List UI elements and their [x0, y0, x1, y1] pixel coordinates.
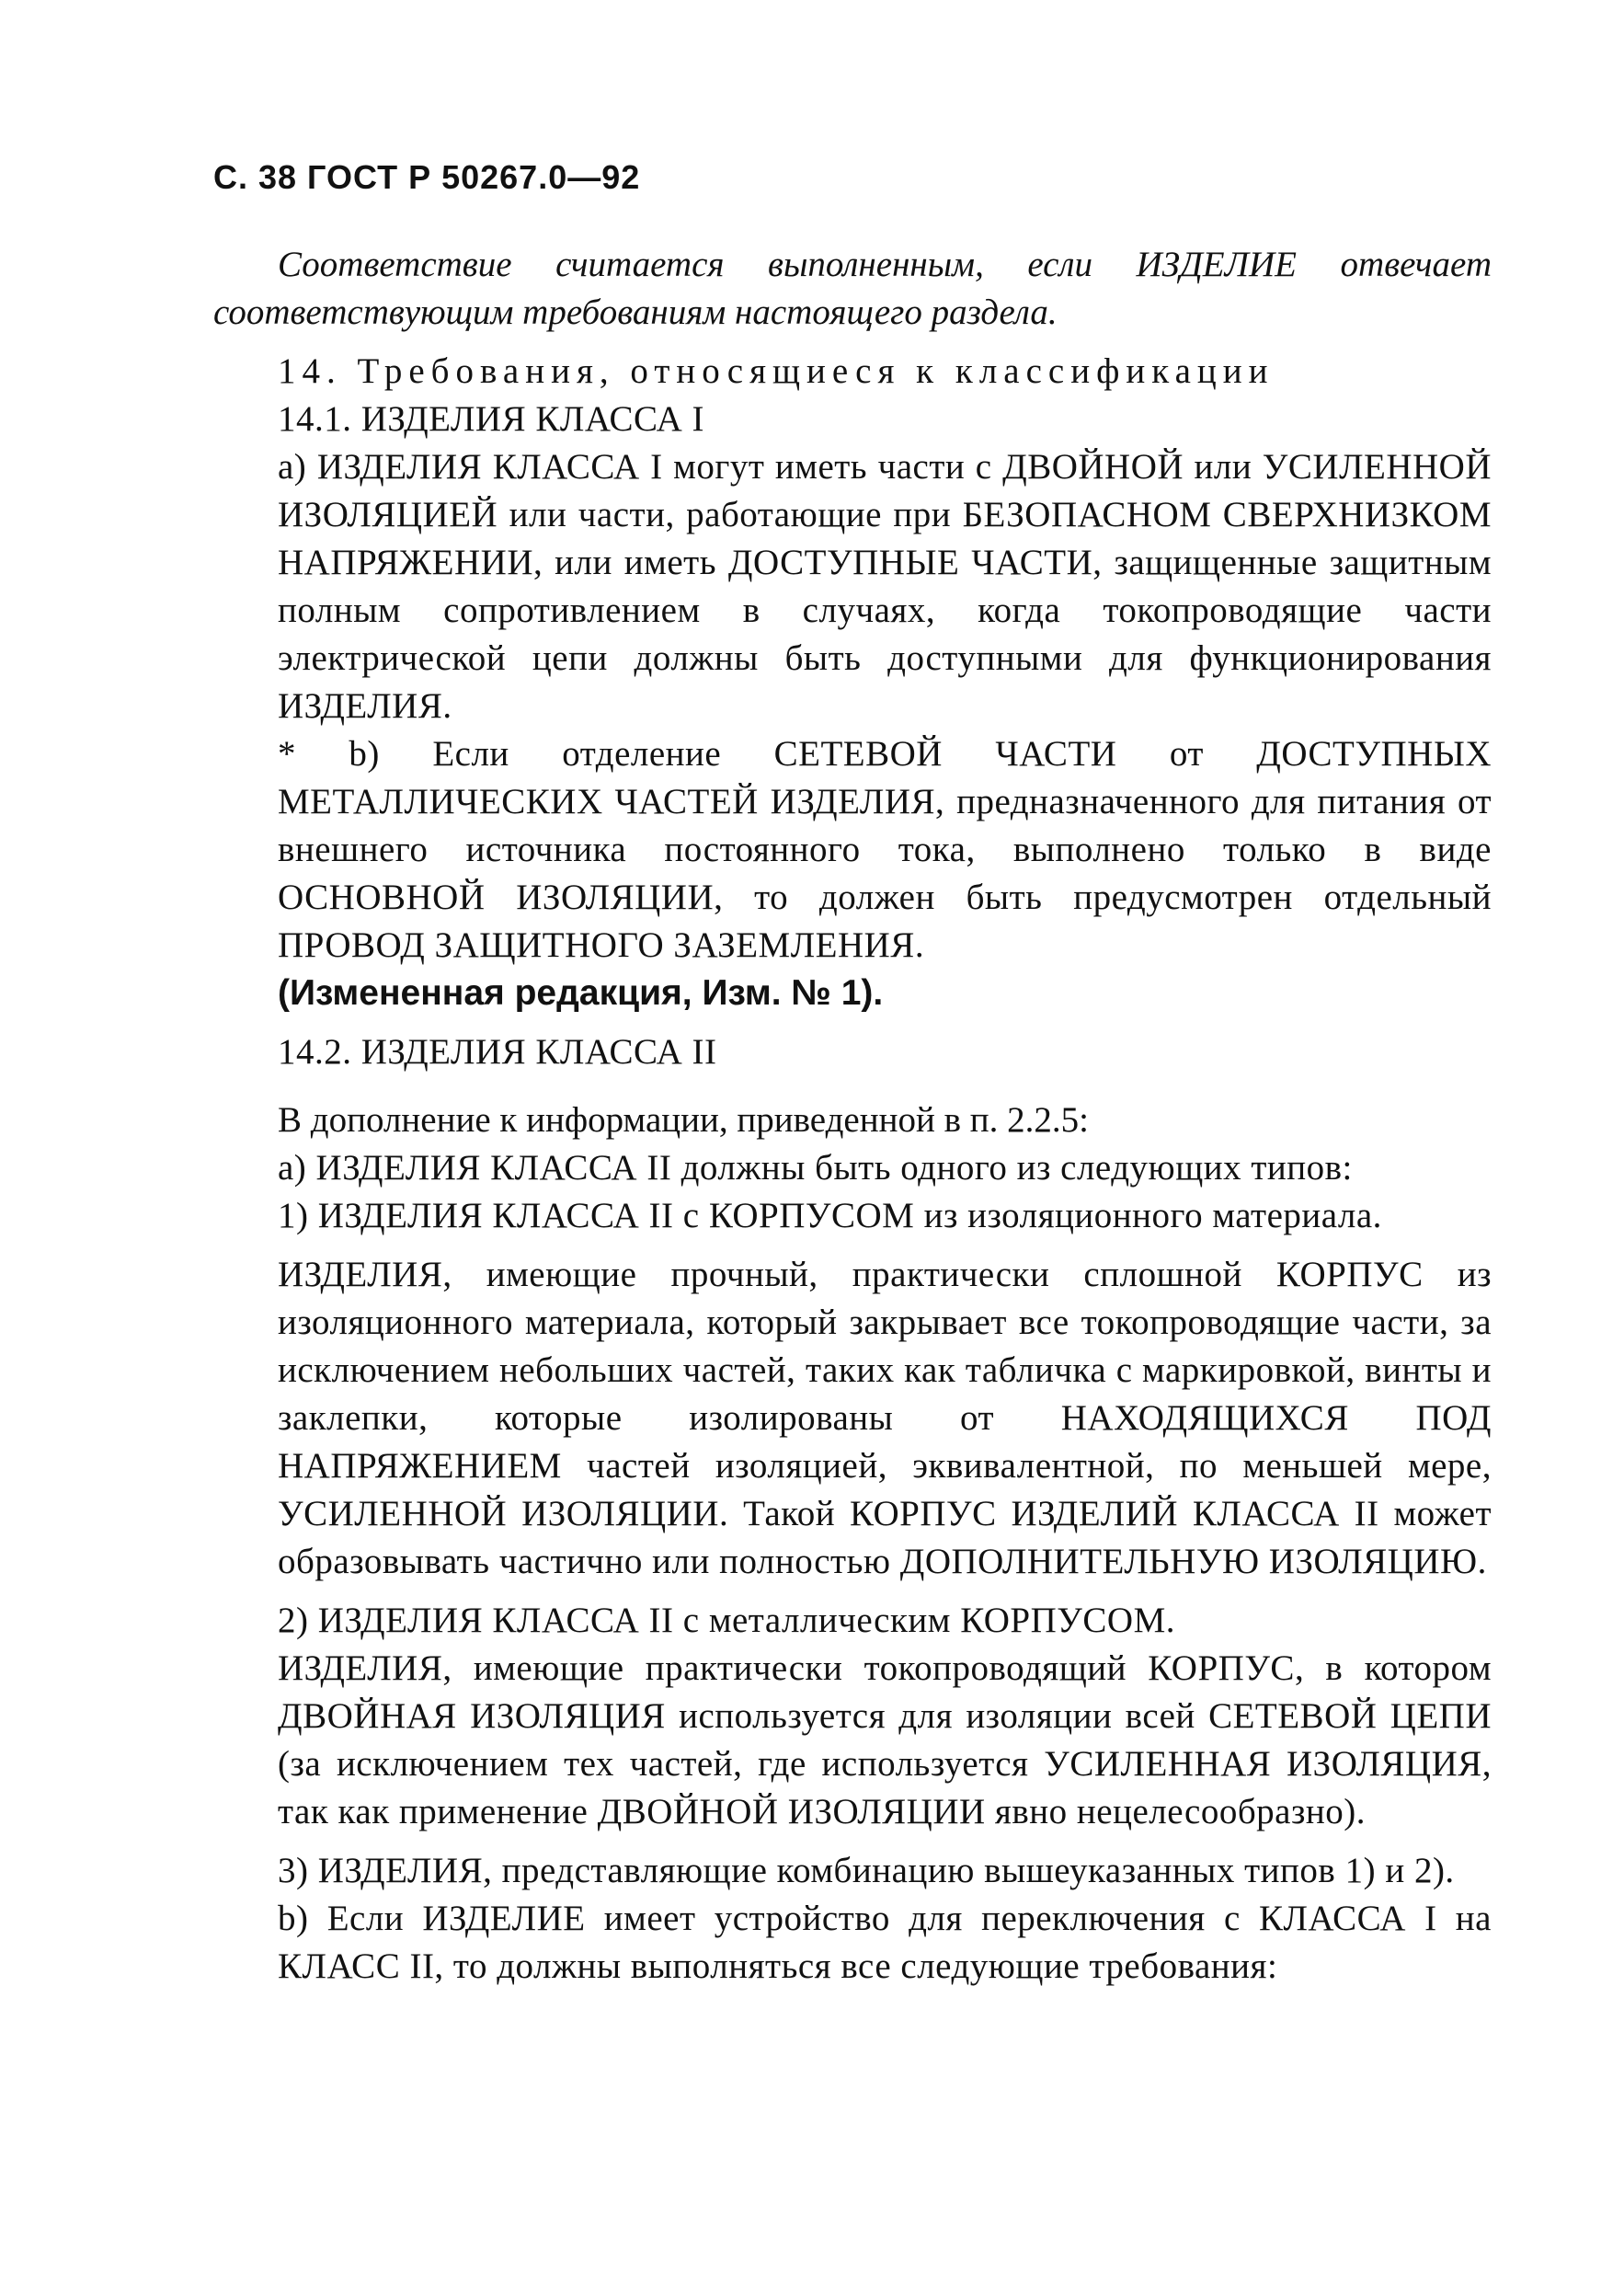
- paragraph-14-1-a: а) ИЗДЕЛИЯ КЛАССА I могут иметь части с ДВОЙНОЙ или УСИЛЕННОЙ ИЗОЛЯЦИЕЙ или части, работающие при БЕЗОПАСНОМ СВЕРХНИЗКОМ НАПРЯЖЕНИИ, или иметь ДОСТУПНЫЕ ЧАСТИ, защищенные защитным полным сопротивлением в случаях, когда токопроводящие части электрической цепи должны быть доступными для функционирования ИЗДЕЛИЯ.: [278, 447, 1492, 726]
- paragraph-14-2-intro: В дополнение к информации, приведенной в п. 2.2.5:: [278, 1100, 1089, 1140]
- paragraph-14-1-b: * b) Если отделение СЕТЕВОЙ ЧАСТИ от ДОСТУПНЫХ МЕТАЛЛИЧЕСКИХ ЧАСТЕЙ ИЗДЕЛИЯ, предназначенного для питания от внешнего источника постоянного тока, выполнено только в виде ОСНОВНОЙ ИЗОЛЯЦИИ, то должен быть предусмотрен отдельный ПРОВОД ЗАЩИТНОГО ЗАЗЕМЛЕНИЯ.: [278, 734, 1492, 965]
- paragraph-14-2-a: а) ИЗДЕЛИЯ КЛАССА II должны быть одного из следующих типов:: [278, 1148, 1353, 1188]
- subsection-heading-14-2: 14.2. ИЗДЕЛИЯ КЛАССА II: [278, 1032, 717, 1072]
- paragraph-type-2-description: ИЗДЕЛИЯ, имеющие практически токопроводящий КОРПУС, в котором ДВОЙНАЯ ИЗОЛЯЦИЯ используется для изоляции всей СЕТЕВОЙ ЦЕПИ (за исключением тех частей, где используется УСИЛЕННАЯ ИЗОЛЯЦИЯ, так как применение ДВОЙНОЙ ИЗОЛЯЦИИ явно нецелесообразно).: [278, 1648, 1492, 1831]
- amendment-note: (Измененная редакция, Изм. № 1).: [278, 973, 884, 1013]
- paragraph-14-2-a-1: 1) ИЗДЕЛИЯ КЛАССА II с КОРПУСОМ из изоляционного материала.: [278, 1196, 1382, 1235]
- paragraph-14-2-a-3: 3) ИЗДЕЛИЯ, представляющие комбинацию вышеуказанных типов 1) и 2).: [278, 1851, 1455, 1890]
- paragraph-conformity: Соответствие считается выполненным, если ИЗДЕЛИЕ отвечает соответствующим требованиям настоящего раздела.: [213, 245, 1492, 332]
- paragraph-14-2-b: b) Если ИЗДЕЛИЕ имеет устройство для переключения с КЛАССА I на КЛАСС II, то должны выполняться все следующие требования:: [278, 1899, 1492, 1986]
- paragraph-type-1-description: ИЗДЕЛИЯ, имеющие прочный, практически сплошной КОРПУС из изоляционного материала, который закрывает все токопроводящие части, за исключением небольших частей, таких как табличка с маркировкой, винты и заклепки, которые изолированы от НАХОДЯЩИХСЯ ПОД НАПРЯЖЕНИЕМ частей изоляцией, эквивалентной, по меньшей мере, УСИЛЕННОЙ ИЗОЛЯЦИИ. Такой КОРПУС ИЗДЕЛИЙ КЛАССА II может образовывать частично или полностью ДОПОЛНИТЕЛЬНУЮ ИЗОЛЯЦИЮ.: [278, 1255, 1492, 1581]
- subsection-heading-14-1: 14.1. ИЗДЕЛИЯ КЛАССА I: [278, 399, 705, 439]
- paragraph-14-2-a-2: 2) ИЗДЕЛИЯ КЛАССА II с металлическим КОРПУСОМ.: [278, 1601, 1176, 1640]
- section-heading-14: 14. Требования, относящиеся к классификации: [278, 351, 1275, 391]
- document-body: [213, 241, 1492, 1991]
- page-header: С. 38 ГОСТ Р 50267.0—92: [213, 158, 641, 196]
